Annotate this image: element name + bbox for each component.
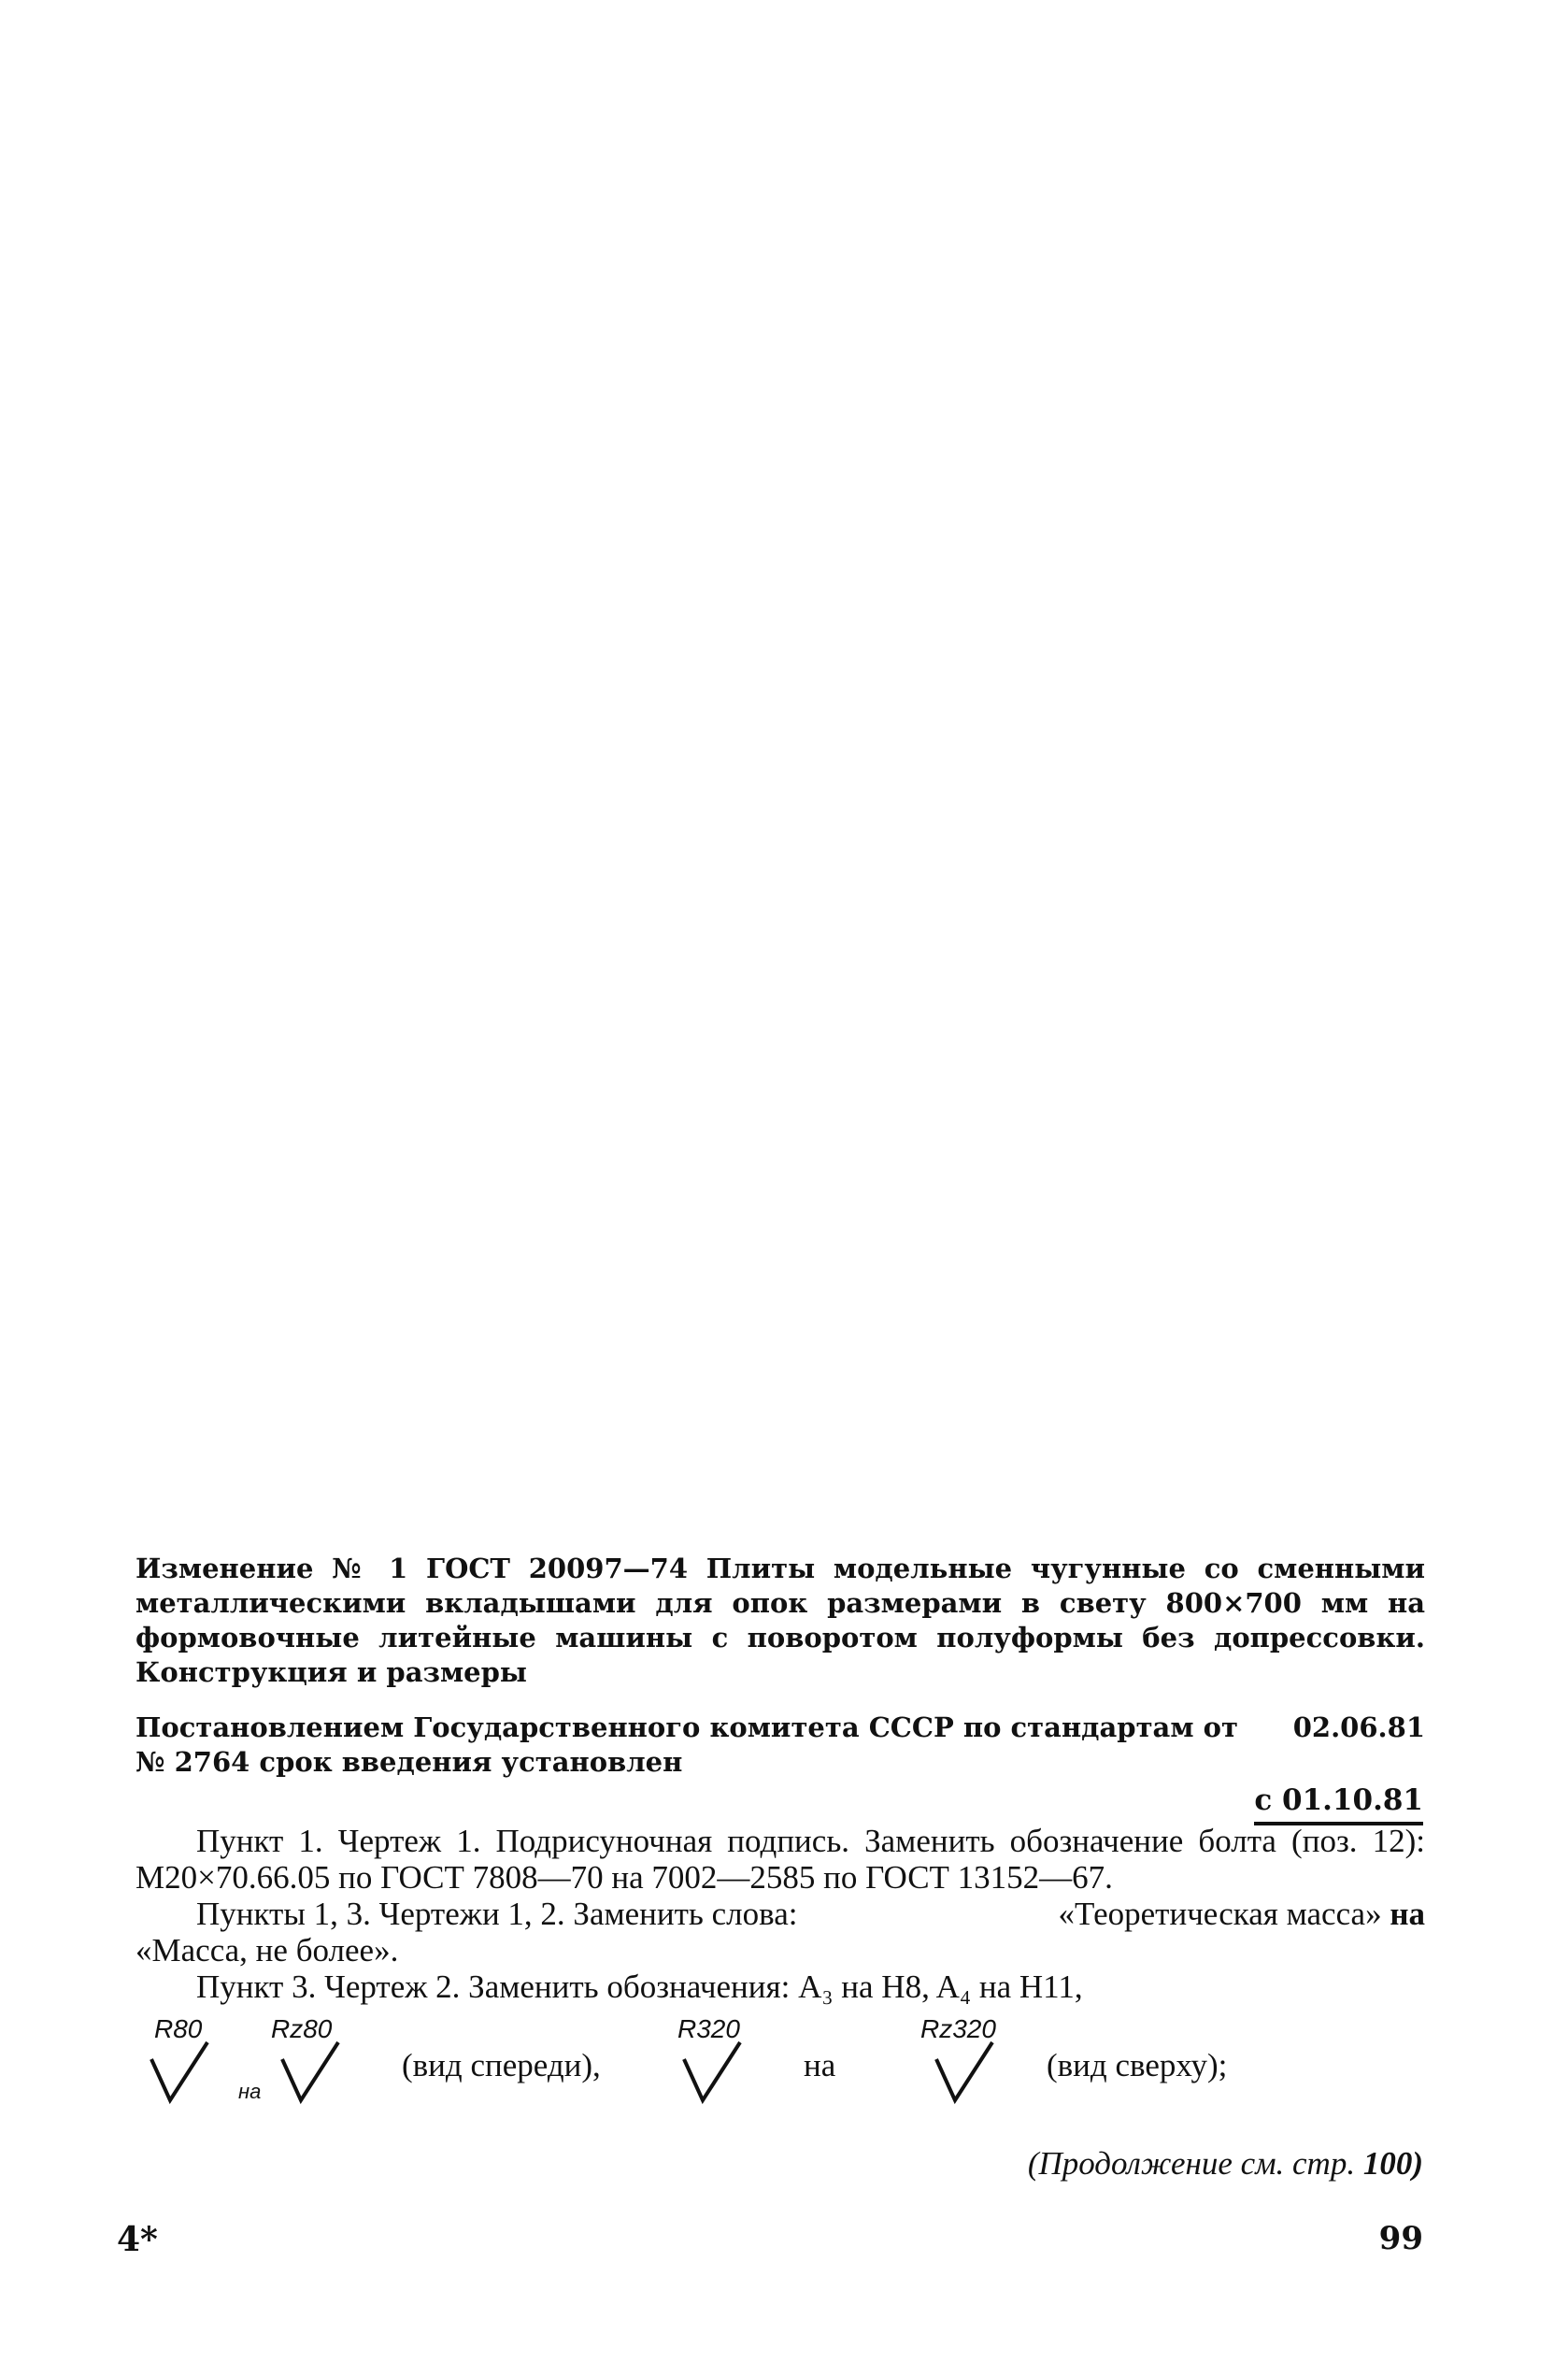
paragraph-2-line2: «Масса, не более».	[135, 1932, 399, 1968]
roughness-check-icon	[934, 2033, 1000, 2108]
page-number: 99	[1378, 2220, 1423, 2257]
paragraph-1: Пункт 1. Чертеж 1. Подрисуночная подпись. Заменить обозначение болта (поз. 12): М20×70.66.05 по ГОСТ 7808—70 на 7002—2585 по ГОСТ 13152—67.	[135, 1823, 1425, 1896]
roughness-check-icon	[682, 2033, 748, 2108]
effective-date: с 01.10.81	[1254, 1782, 1423, 1825]
roughness-label: R80	[154, 2014, 203, 2043]
view-front-label: (вид спереди),	[402, 2047, 601, 2083]
amendment-body	[135, 1823, 1425, 2005]
word-na-small: на	[238, 2080, 262, 2103]
continuation-note	[1028, 2145, 1423, 2183]
roughness-row	[150, 2014, 1271, 2117]
continuation-page: 100	[1362, 2145, 1413, 2182]
roughness-label: Rz320	[920, 2014, 996, 2043]
amendment-title: Изменение № 1 ГОСТ 20097—74 Плиты модельные чугунные со сменными металлическими вкладышами для опок размерами в свету 800×700 мм на формовочные литейные машины с поворотом полуформы без допрессовки. Конструкция и размеры	[135, 1553, 1425, 1688]
paragraph-2-line1	[135, 1896, 1425, 1932]
roughness-check-icon	[150, 2033, 215, 2108]
continuation-text: (Продолжение см. стр.	[1027, 2145, 1356, 2182]
resolution-number: № 2764 срок введения установлен	[135, 1746, 683, 1778]
resolution-text: Постановлением Государственного комитета СССР по стандартам от	[135, 1711, 1238, 1743]
quote-old: «Теоретическая масса»	[1058, 1896, 1382, 1932]
word-na: на	[1390, 1896, 1425, 1932]
word-na-inline: на	[804, 2047, 836, 2083]
paragraph-2-start: Пункты 1, 3. Чертежи 1, 2. Заменить слова:	[196, 1896, 798, 1932]
resolution-block	[135, 1711, 1425, 1780]
roughness-label: R320	[677, 2014, 740, 2043]
signature-mark: 4*	[117, 2220, 158, 2259]
resolution-date: 02.06.81	[1292, 1711, 1425, 1743]
paragraph-3: Пункт 3. Чертеж 2. Заменить обозначения: A₃ на H8, A₄ на H11,	[196, 1968, 1083, 2005]
roughness-check-icon	[280, 2033, 346, 2108]
roughness-label: Rz80	[271, 2014, 333, 2043]
continuation-close: )	[1412, 2145, 1423, 2182]
view-top-label: (вид сверху);	[1047, 2047, 1228, 2083]
paragraph-2-quote	[1059, 1896, 1425, 1932]
